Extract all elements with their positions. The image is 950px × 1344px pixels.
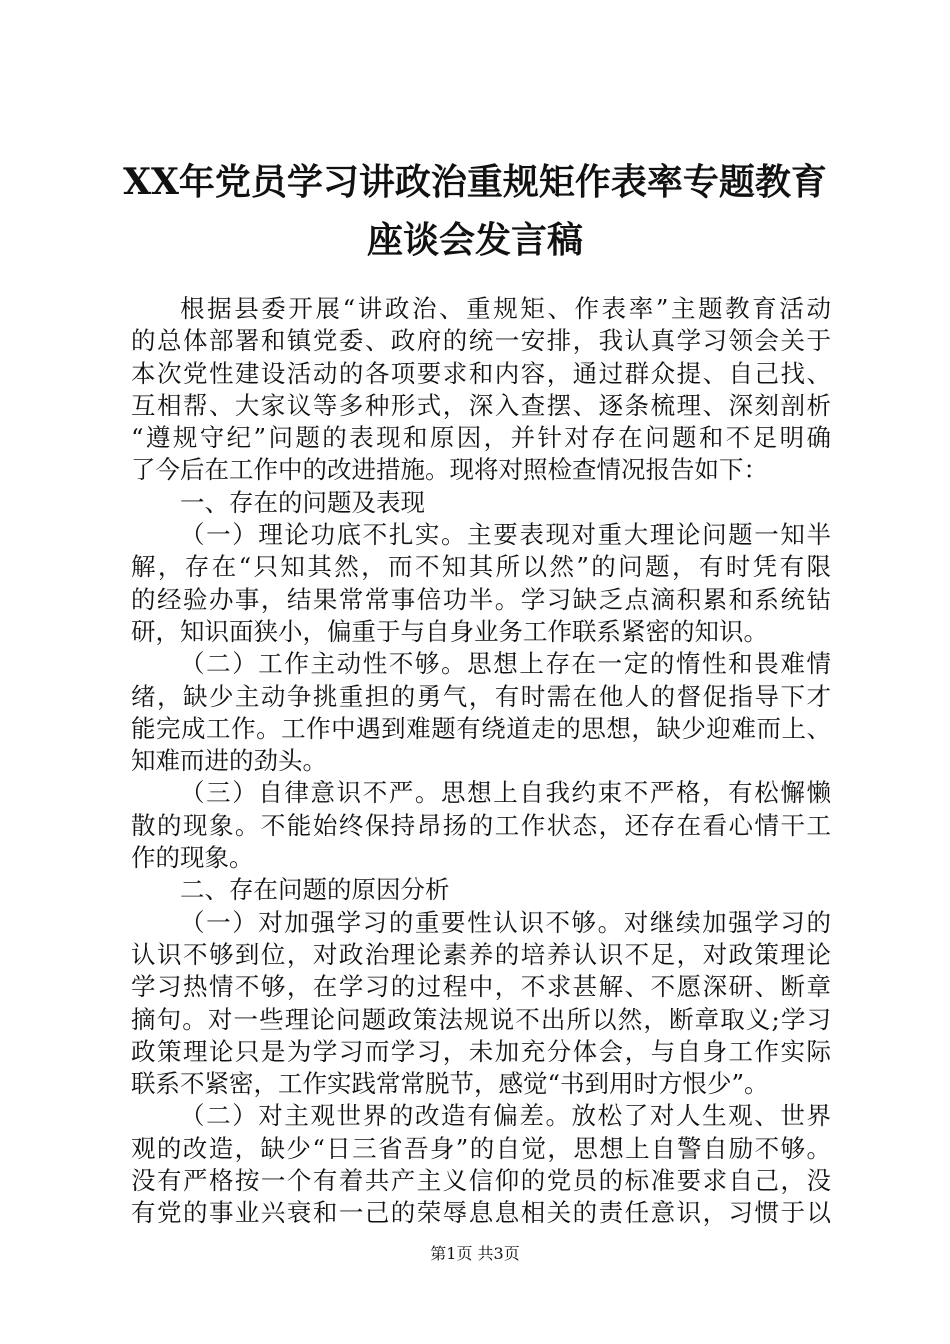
body-line: （一）对加强学习的重要性认识不够。对继续加强学习的 bbox=[180, 907, 831, 937]
body-line: 认识不够到位，对政治理论素养的培养认识不足，对政策理论 bbox=[131, 939, 831, 969]
body-line: 没有严格按一个有着共产主义信仰的党员的标准要求自己，没 bbox=[131, 1166, 831, 1196]
body-line: 研，知识面狭小，偏重于与自身业务工作联系紧密的知识。 bbox=[131, 616, 768, 646]
body-line: 有党的事业兴衰和一己的荣辱息息相关的责任意识，习惯于以 bbox=[131, 1198, 831, 1228]
body-line: （二）对主观世界的改造有偏差。放松了对人生观、世界 bbox=[180, 1101, 831, 1131]
body-line: 绪，缺少主动争挑重担的勇气，有时需在他人的督促指导下才 bbox=[131, 681, 831, 711]
body-line: 作的现象。 bbox=[131, 843, 254, 873]
body-line: 根据县委开展“讲政治、重规矩、作表率”主题教育活动 bbox=[180, 294, 831, 323]
body-line: 联系不紧密，工作实践常常脱节，感觉“书到用时方恨少”。 bbox=[131, 1069, 769, 1099]
document-body bbox=[131, 293, 831, 1230]
section-heading: 二、存在问题的原因分析 bbox=[180, 875, 450, 905]
body-line: “遵规守纪”问题的表现和原因，并针对存在问题和不足明确 bbox=[131, 423, 831, 453]
section-heading: 一、存在的问题及表现 bbox=[180, 487, 425, 517]
body-line: 解，存在“只知其然，而不知其所以然”的问题，有时凭有限 bbox=[131, 552, 831, 582]
body-line: 散的现象。不能始终保持昂扬的工作状态，还存在看心情干工 bbox=[131, 810, 831, 840]
body-line: 的总体部署和镇党委、政府的统一安排，我认真学习领会关于 bbox=[131, 326, 831, 356]
body-line: 互相帮、大家议等多种形式，深入查摆、逐条梳理、深刻剖析 bbox=[131, 390, 831, 420]
document-title-line1: XX年党员学习讲政治重规矩作表率专题教育 bbox=[123, 161, 827, 203]
body-line: （二）工作主动性不够。思想上存在一定的惰性和畏难情 bbox=[180, 649, 831, 679]
body-line: 知难而进的劲头。 bbox=[131, 746, 327, 776]
body-line: 摘句。对一些理论问题政策法规说不出所以然，断章取义;学习 bbox=[131, 1004, 831, 1034]
body-line: 观的改造，缺少“日三省吾身”的自觉，思想上自警自励不够。 bbox=[131, 1133, 831, 1163]
body-line: （一）理论功底不扎实。主要表现对重大理论问题一知半 bbox=[180, 520, 831, 550]
document-title-line2: 座谈会发言稿 bbox=[366, 219, 583, 261]
body-line: 本次党性建设活动的各项要求和内容，通过群众提、自己找、 bbox=[131, 358, 831, 388]
body-line: 了今后在工作中的改进措施。现将对照检查情况报告如下： bbox=[131, 455, 768, 485]
body-line: 学习热情不够，在学习的过程中，不求甚解、不愿深研、断章 bbox=[131, 972, 831, 1002]
body-line: 政策理论只是为学习而学习，未加充分体会，与自身工作实际 bbox=[131, 1036, 831, 1066]
body-line: 能完成工作。工作中遇到难题有绕道走的思想，缺少迎难而上、 bbox=[131, 713, 831, 743]
page-footer: 第1页 共3页 bbox=[430, 1244, 520, 1263]
body-line: （三）自律意识不严。思想上自我约束不严格，有松懈懒 bbox=[180, 778, 831, 808]
body-line: 的经验办事，结果常常事倍功半。学习缺乏点滴积累和系统钻 bbox=[131, 584, 831, 614]
